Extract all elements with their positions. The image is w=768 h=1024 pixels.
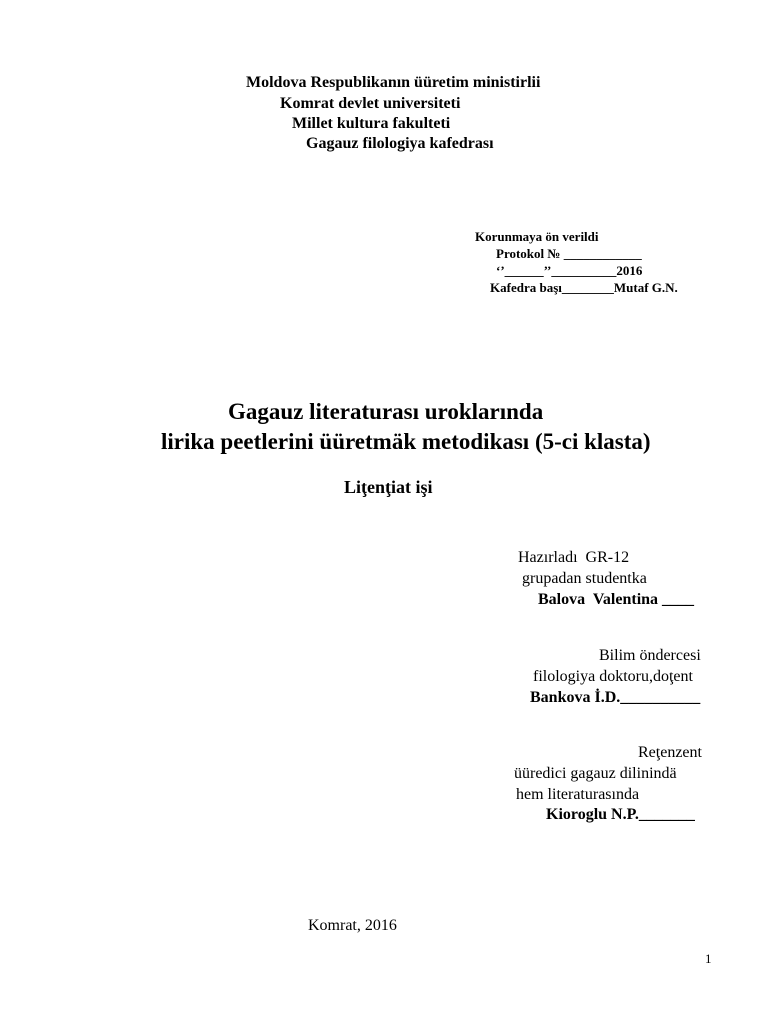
student-name: Balova Valentina ____ (538, 591, 695, 608)
supervisor-name: Bankova İ.D.__________ (530, 689, 701, 706)
reviewer-title: Reţenzent (638, 744, 702, 761)
supervisor-degree: filologiya doktoru,doţent (533, 668, 693, 685)
work-type: Liţenţiat işi (344, 477, 433, 497)
thesis-title-line1: Gagauz literaturası uroklarında (228, 399, 544, 424)
student-group-line: grupadan studentka (522, 570, 647, 587)
date-line: ‘’______’’__________2016 (496, 263, 643, 278)
page-number: 1 (705, 951, 712, 966)
reviewer-name: Kioroglu N.P._______ (546, 806, 695, 823)
reviewer-position-line1: üüredici gagauz dilinindä (514, 765, 677, 782)
supervisor-title: Bilim öndercesi (599, 647, 701, 664)
prepared-by-line: Hazırladı GR-12 (518, 549, 630, 566)
place-and-year: Komrat, 2016 (308, 917, 397, 934)
thesis-title-line2: lirika peetlerini üüretmäk metodikası (5-ci klasta) (161, 429, 651, 454)
faculty-line: Millet kultura fakulteti (292, 115, 451, 132)
department-line: Gagauz filologiya kafedrası (306, 135, 494, 152)
protocol-line: Protokol № ____________ (496, 246, 642, 261)
approval-heading: Korunmaya ön verildi (475, 229, 599, 244)
department-head-line: Kafedra başı________Mutaf G.N. (490, 280, 678, 295)
ministry-line: Moldova Respublikanın üüretim ministirlii (246, 74, 541, 91)
reviewer-position-line2: hem literaturasında (516, 786, 640, 803)
university-line: Komrat devlet universiteti (280, 95, 461, 112)
